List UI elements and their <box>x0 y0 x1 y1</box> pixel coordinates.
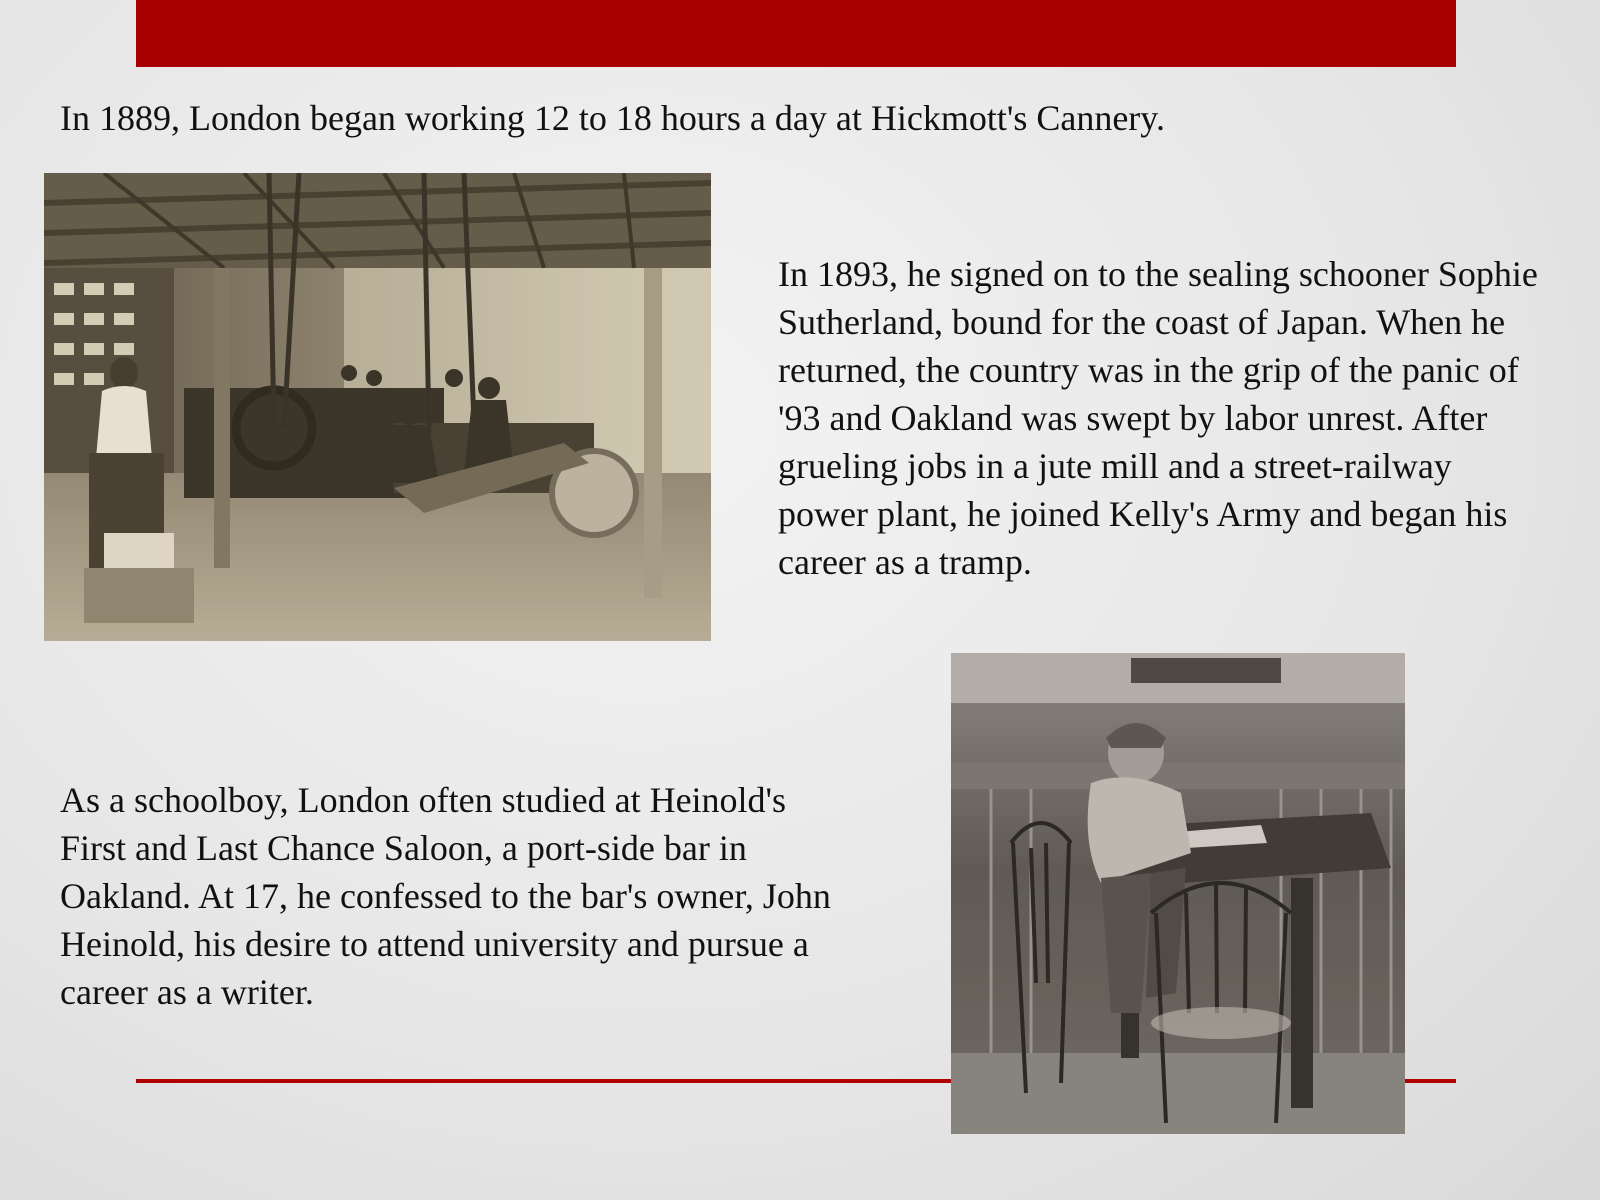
paragraph-schoolboy: As a schoolboy, London often studied at Heinold's First and Last Chance Saloon, a port-side bar in Oakland. At 17, he confessed to the bar's owner, John Heinold, his desire to attend university and pursue a career as a writer. <box>60 780 831 1012</box>
paragraph-1893: In 1893, he signed on to the sealing schooner Sophie Sutherland, bound for the coast of Japan. When he returned, the country was in the grip of the panic of '93 and Oakland was swept by labor unrest. After grueling jobs in a jute mill and a street-railway power plant, he joined Kelly's Army and began his career as a tramp. <box>778 254 1538 582</box>
top-accent-bar <box>136 0 1456 67</box>
cannery-workers-photo <box>44 173 711 641</box>
intro-line: In 1889, London began working 12 to 18 hours a day at Hickmott's Cannery. <box>60 98 1165 138</box>
boy-at-saloon-table-photo <box>951 653 1405 1134</box>
